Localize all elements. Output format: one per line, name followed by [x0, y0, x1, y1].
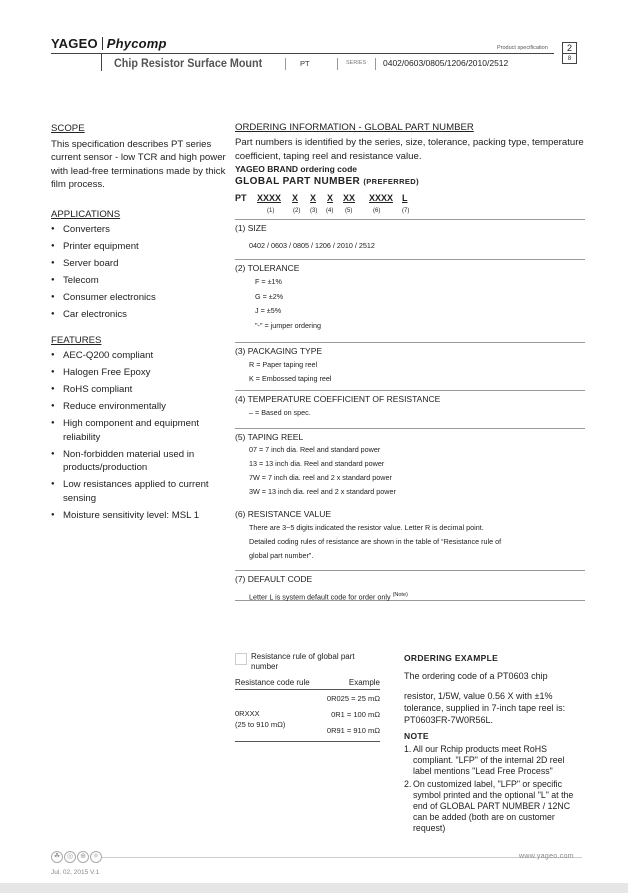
- example-text-2: resistor, 1/5W, value 0.56 X with ±1% tolerance, supplied in 7-inch tape reel is: PT0603FR-7W0R56L.: [404, 691, 566, 725]
- table-row: [235, 690, 380, 742]
- tolerance-item: J = ±5%: [255, 306, 282, 315]
- list-item: ● Reduce environmentally: [51, 400, 226, 414]
- tolerance-item: G = ±2%: [255, 291, 284, 301]
- preferred-tag: (PREFERRED): [363, 177, 420, 186]
- section-title: (3) PACKAGING TYPE: [235, 346, 323, 356]
- code-tolerance: X: [292, 193, 299, 203]
- code-num: (1): [267, 208, 275, 214]
- list-item: 1. All our Rchip products meet RoHS compliant. "LFP" of the internal 2D reel label mentions "Lead Free Process": [404, 744, 565, 776]
- scope-heading: SCOPE: [51, 123, 85, 134]
- example-cell: 0R1 = 100 mΩ: [331, 710, 380, 719]
- col-code-rule: Resistance code rule: [235, 678, 310, 687]
- section-title: (1) SIZE: [235, 223, 267, 233]
- example-cell: 0R025 = 25 mΩ: [326, 694, 380, 703]
- left-column: [51, 122, 226, 534]
- tolerance-item: "-" = jumper ordering: [255, 320, 322, 330]
- default-code-text: Letter L is system default code for order only $^{(Note)}$: [249, 592, 408, 602]
- model-code: PT: [300, 59, 310, 68]
- section-title: (2) TOLERANCE: [235, 263, 300, 273]
- code-num: (4): [326, 208, 334, 214]
- cert-icon: ☘: [51, 851, 63, 863]
- cert-icon: ◎: [64, 851, 76, 863]
- list-item: ● Non-forbidden material used in products/production: [51, 448, 226, 475]
- list-item: ● Server board: [51, 257, 226, 271]
- resistance-item: There are 3~5 digits indicated the resistor value. Letter R is decimal point.: [249, 523, 484, 532]
- resistance-item: global part number”.: [249, 551, 314, 560]
- list-item: 2. On customized label, "LFP" or specific symbol printed and the optional "L" at the end of GLOBAL PART NUMBER / 12NC can be added (both are on customer request): [404, 779, 574, 833]
- section-title: (5) TAPING REEL: [235, 432, 304, 442]
- taping-item: 07 = 7 inch dia. Reel and standard power: [249, 445, 381, 454]
- col-example: Example: [348, 678, 380, 687]
- tcr-section: [235, 390, 585, 428]
- resistance-section: [235, 506, 585, 570]
- code-num: (7): [402, 208, 410, 214]
- features-heading: FEATURES: [51, 334, 102, 346]
- ordering-intro: Part numbers is identified by the series, size, tolerance, packing type, temperature coefficient, taping reel and resistance value.: [235, 137, 584, 162]
- tcr-item: – = Based on spec.: [249, 408, 311, 417]
- page-indicator: [562, 42, 577, 64]
- code-num: (2): [293, 208, 301, 214]
- series-label: SERIES: [346, 60, 367, 66]
- section-title: (7) DEFAULT CODE: [235, 574, 313, 584]
- ordering-section: [235, 122, 585, 601]
- list-item: ● RoHS compliant: [51, 383, 226, 397]
- example-cell: 0R91 = 910 mΩ: [326, 726, 380, 735]
- ordering-heading: ORDERING INFORMATION - GLOBAL PART NUMBER: [235, 122, 474, 133]
- packaging-item: K = Embossed taping reel: [249, 374, 332, 383]
- ordering-example: [404, 652, 584, 836]
- list-item: ● Low resistances applied to current sensing: [51, 478, 226, 505]
- note-heading: NOTE: [404, 731, 429, 741]
- logo-yageo: YAGEO: [51, 36, 98, 51]
- list-item: ● Converters: [51, 223, 226, 237]
- resistance-item: Detailed coding rules of resistance are shown in the table of “Resistance rule of: [249, 537, 502, 546]
- example-heading: ORDERING EXAMPLE: [404, 653, 499, 663]
- packaging-item: R = Paper taping reel: [249, 360, 318, 369]
- size-values: 0402 / 0603 / 0805 / 1206 / 2010 / 2512: [249, 241, 375, 250]
- list-item: ● Printer equipment: [51, 240, 226, 254]
- tolerance-item: F = ±1%: [255, 277, 282, 286]
- part-number-code-template: [235, 193, 585, 219]
- cert-icon: ⚛: [90, 851, 102, 863]
- list-item: ● High component and equipment reliability: [51, 417, 226, 444]
- series-sizes: 0402/0603/0805/1206/2010/2512: [383, 58, 509, 68]
- scope-text: This specification describes PT series current sensor - low TCR and high power with lead-free terminations made by thick film process.: [51, 138, 226, 190]
- section-title: (4) TEMPERATURE COEFFICIENT OF RESISTANCE: [235, 394, 441, 404]
- document-date: Jul. 02, 2015 V.1: [51, 869, 100, 876]
- taping-item: 7W = 7 inch dia. reel and 2 x standard power: [249, 473, 392, 482]
- section-title: (6) RESISTANCE VALUE: [235, 509, 332, 519]
- product-title: Chip Resistor Surface Mount: [114, 56, 263, 70]
- list-item: ● Moisture sensitivity level: MSL 1: [51, 509, 226, 523]
- code-num: (6): [373, 208, 381, 214]
- code-series: PT: [235, 193, 247, 203]
- table-header: [235, 678, 380, 690]
- brand-code-label: YAGEO BRAND ordering code: [235, 164, 358, 174]
- list-item: ● Car electronics: [51, 308, 226, 322]
- code-size: XXXX: [257, 193, 282, 203]
- taping-section: [235, 428, 585, 506]
- code-taping: XX: [343, 193, 356, 203]
- code-num: (5): [345, 208, 353, 214]
- table-caption: Resistance rule of global part number: [235, 652, 380, 678]
- code-num: (3): [310, 208, 318, 214]
- caption-box: [235, 653, 247, 665]
- list-item: ● Telecom: [51, 274, 226, 288]
- list-item: ● Consumer electronics: [51, 291, 226, 305]
- tolerance-section: [235, 259, 585, 342]
- taping-item: 13 = 13 inch dia. Reel and standard power: [249, 459, 385, 468]
- list-item: ● AEC-Q200 compliant: [51, 349, 226, 363]
- code-tcr: X: [327, 193, 334, 203]
- resistance-rule-table: [235, 652, 380, 742]
- applications-list: [51, 223, 226, 322]
- page-number: 2: [563, 43, 576, 54]
- default-code-section: [235, 570, 585, 600]
- list-item: ● Halogen Free Epoxy: [51, 366, 226, 380]
- features-list: [51, 349, 226, 522]
- company-logo: [51, 36, 167, 51]
- code-resistance: XXXX: [369, 193, 394, 203]
- code-packaging: X: [310, 193, 317, 203]
- note-list: [404, 744, 584, 834]
- taping-item: 3W = 13 inch dia. reel and 2 x standard power: [249, 487, 396, 496]
- example-text-1: The ordering code of a PT0603 chip: [404, 671, 548, 681]
- applications-heading: APPLICATIONS: [51, 208, 121, 220]
- code-rule-cell: 0RXXX (25 to 910 mΩ): [235, 709, 286, 729]
- logo-phycomp: Phycomp: [106, 36, 167, 51]
- spec-label: Product specification: [497, 45, 548, 51]
- note-ref: (Note): [392, 592, 408, 598]
- global-part-number-title: GLOBAL PART NUMBER (PREFERRED): [235, 176, 420, 187]
- website-url: www.yageo.com: [519, 853, 574, 860]
- page-total: 8: [567, 56, 572, 62]
- cert-icon: ⊕: [77, 851, 89, 863]
- packaging-section: [235, 342, 585, 390]
- code-default: L: [402, 193, 408, 203]
- certification-icons: [51, 851, 102, 863]
- size-section: [235, 219, 585, 259]
